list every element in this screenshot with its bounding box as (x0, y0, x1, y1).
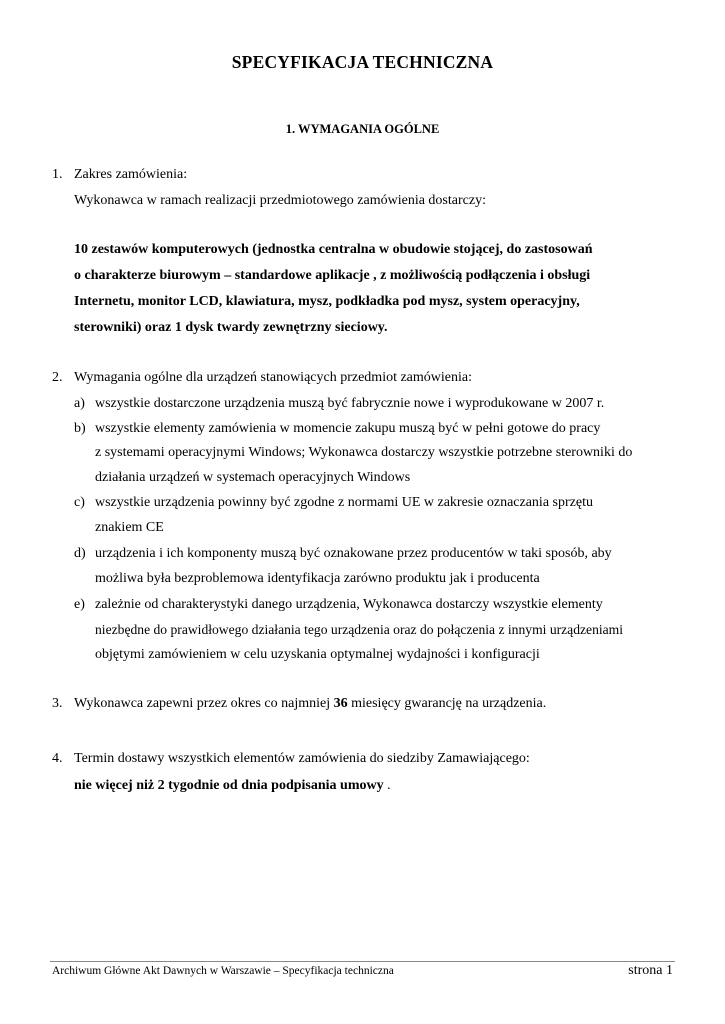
page-number: strona 1 (628, 963, 673, 978)
item-2a-line: wszystkie dostarczone urządzenia muszą być fabrycznie nowe i wyprodukowane w 2007 r. (95, 396, 605, 411)
warranty-months: 36 (333, 696, 348, 711)
item-2b-line: z systemami operacyjnymi Windows; Wykonawca dostarczy wszystkie potrzebne sterowniki do (95, 445, 633, 460)
item-2d-marker: d) (74, 546, 86, 561)
document-title: SPECYFIKACJA TECHNICZNA (231, 52, 494, 72)
section-heading: 1. WYMAGANIA OGÓLNE (285, 122, 440, 136)
item-1-bold-line: Internetu, monitor LCD, klawiatura, mysz, podkładka pod mysz, system operacyjny, (74, 294, 580, 309)
item-1-bold-line: 10 zestawów komputerowych (jednostka centralna w obudowie stojącej, do zastosowań (74, 242, 593, 257)
footer-divider (50, 961, 675, 962)
item-2d-line: urządzenia i ich komponenty muszą być oznakowane przez producentów w taki sposób, aby (95, 546, 612, 561)
item-2b-line: wszystkie elementy zamówienia w momencie zakupu muszą być w pełni gotowe do pracy (95, 421, 601, 436)
item-2-number: 2. (52, 370, 63, 385)
item-2a-marker: a) (74, 396, 85, 411)
delivery-deadline-end: . (383, 778, 391, 793)
item-3-text (74, 695, 546, 713)
footer-institution: Archiwum Główne Akt Dawnych w Warszawie – Specyfikacja techniczna (52, 965, 394, 977)
item-3-number: 3. (52, 696, 63, 711)
item-2e-marker: e) (74, 597, 85, 612)
item-3-text-before: Wykonawca zapewni przez okres co najmniej (74, 696, 334, 711)
item-2e-line: niezbędne do prawidłowego działania tego urządzenia oraz do połączenia z innymi urządzeniami (95, 622, 624, 637)
item-1-number: 1. (52, 167, 63, 182)
delivery-deadline: nie więcej niż 2 tygodnie od dnia podpisania umowy (74, 778, 384, 793)
item-4-label: Termin dostawy wszystkich elementów zamówienia do siedziby Zamawiającego: (74, 751, 530, 766)
item-1-intro: Wykonawca w ramach realizacji przedmiotowego zamówienia dostarczy: (74, 193, 486, 208)
item-2e-line: zależnie od charakterystyki danego urządzenia, Wykonawca dostarczy wszystkie elementy (95, 597, 603, 612)
item-2c-line: znakiem CE (95, 520, 164, 535)
item-2c-marker: c) (74, 495, 85, 510)
item-2e-line: objętymi zamówieniem w celu uzyskania optymalnej wydajności i konfiguracji (95, 647, 540, 662)
item-1-bold-line: sterowniki) oraz 1 dysk twardy zewnętrzny sieciowy. (74, 320, 388, 335)
item-1-label: Zakres zamówienia: (74, 167, 188, 182)
item-3-text-after: miesięcy gwarancję na urządzenia. (347, 696, 547, 711)
item-2b-line: działania urządzeń w systemach operacyjnych Windows (95, 470, 411, 485)
item-2b-marker: b) (74, 421, 86, 436)
item-2-label: Wymagania ogólne dla urządzeń stanowiących przedmiot zamówienia: (74, 370, 472, 385)
item-1-bold-line: o charakterze biurowym – standardowe aplikacje , z możliwością podłączenia i obsługi (74, 268, 591, 283)
item-4-deadline-line (74, 777, 391, 795)
item-2d-line: możliwa była bezproblemowa identyfikacja zarówno produktu jak i producenta (95, 571, 540, 586)
item-4-number: 4. (52, 751, 63, 766)
item-2c-line: wszystkie urządzenia powinny być zgodne z normami UE w zakresie oznaczania sprzętu (95, 495, 593, 510)
